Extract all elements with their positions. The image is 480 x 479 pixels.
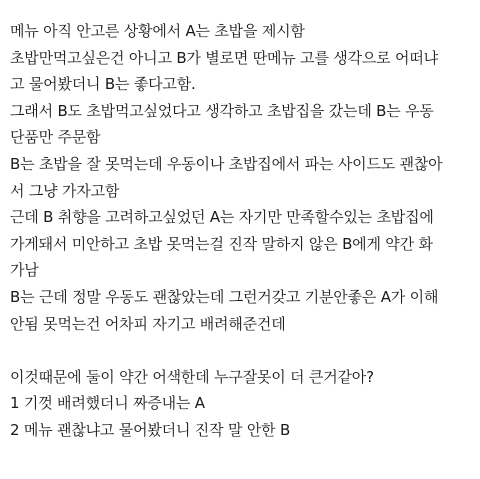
- text-line: 근데 B 취향을 고려하고싶었던 A는 자기만 만족할수있는 초밥집에: [10, 208, 434, 227]
- option-line-2: 2 메뉴 괜찮냐고 물어봤더니 진작 말 안한 B: [10, 420, 291, 439]
- text-line: 안됨 못먹는건 어차피 자기고 배려해준건데: [10, 314, 286, 333]
- text-line: 메뉴 아직 안고른 상황에서 A는 초밥을 제시함: [10, 22, 305, 40]
- question-line: 이것때문에 둘이 약간 어색한데 누구잘못이 더 큰거같아?: [10, 367, 374, 386]
- blank-line: [10, 337, 472, 364]
- option-line-1: 1 기껏 배려했더니 짜증내는 A: [10, 394, 205, 413]
- text-line: 가남: [10, 261, 39, 280]
- text-line: 그래서 B도 초밥먹고싶었다고 생각하고 초밥집을 갔는데 B는 우동: [10, 101, 434, 120]
- text-line: 고 물어봤더니 B는 좋다고함.: [10, 75, 196, 94]
- text-line: 서 그냥 가자고함: [10, 181, 120, 200]
- text-line: B는 초밥을 잘 못먹는데 우동이나 초밥집에서 파는 사이드도 괜찮아: [10, 154, 443, 173]
- text-line: B는 근데 정말 우동도 괜찮았는데 그런거갖고 기분안좋은 A가 이해: [10, 287, 439, 306]
- text-line: 가게돼서 미안하고 초밥 못먹는걸 진작 말하지 않은 B에게 약간 화: [10, 234, 433, 253]
- text-line: 단품만 주문함: [10, 128, 101, 147]
- text-line: 초밥만먹고싶은건 아니고 B가 별로면 딴메뉴 고를 생각으로 어떠냐: [10, 48, 438, 67]
